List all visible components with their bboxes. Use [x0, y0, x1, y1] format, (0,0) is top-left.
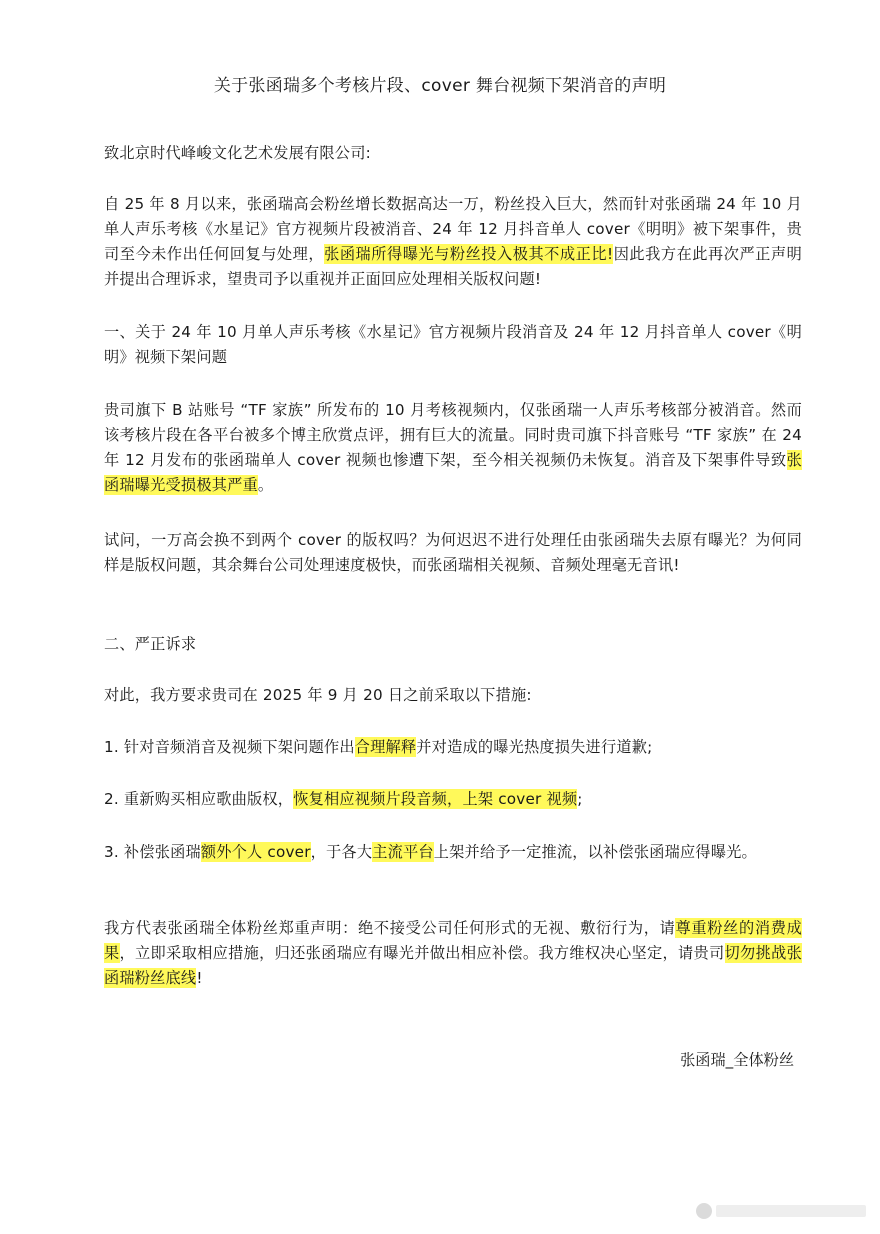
demand1-text-b: 并对造成的曝光热度损失进行道歉; — [416, 738, 653, 756]
demand3-text-c: 上架并给予一定推流，以补偿张函瑞应得曝光。 — [433, 843, 757, 861]
intro-text-b: 因此我方在此再次严正声明并提出合理诉求，望贵司予以重视并正面回应处理相关版权问题! — [104, 245, 803, 288]
demand-intro: 对此，我方要求贵司在 2025 年 9 月 20 日之前采取以下措施: — [104, 686, 532, 704]
closing-highlight-1: 尊重粉丝的消费成果 — [104, 919, 802, 962]
section1-body — [104, 398, 802, 498]
closing-text-c: ! — [196, 969, 203, 987]
demand3-highlight-2: 主流平台 — [372, 843, 434, 861]
watermark — [696, 1203, 866, 1219]
intro-highlight: 张函瑞所得曝光与粉丝投入极其不成正比! — [324, 245, 614, 263]
watermark-bar — [716, 1205, 866, 1217]
document-title: 关于张函瑞多个考核片段、cover 舞台视频下架消音的声明 — [213, 76, 667, 96]
closing-highlight-2: 切勿挑战张函瑞粉丝底线 — [104, 944, 802, 987]
demand1-highlight: 合理解释 — [354, 738, 417, 756]
demand2-text-a: 2. 重新购买相应歌曲版权， — [104, 790, 294, 808]
demand-item-1 — [104, 735, 802, 760]
section1-heading: 一、关于 24 年 10 月单人声乐考核《水星记》官方视频片段消音及 24 年 12 月抖音单人 cover《明明》视频下架问题 — [104, 323, 802, 366]
demand3-text-a: 3. 补偿张函瑞 — [104, 843, 201, 861]
demand3-text-b: ，于各大 — [310, 843, 373, 861]
question-paragraph: 试问，一万高会换不到两个 cover 的版权吗？为何迟迟不进行处理任由张函瑞失去原有曝光？为何同样是版权问题，其余舞台公司处理速度极快，而张函瑞相关视频、音频处理毫无音讯! — [104, 531, 802, 574]
demand1-text-a: 1. 针对音频消音及视频下架问题作出 — [104, 738, 355, 756]
demand-item-3 — [104, 840, 802, 865]
watermark-logo-icon — [696, 1203, 712, 1219]
intro-paragraph — [104, 192, 802, 292]
intro-text-a: 自 25 年 8 月以来，张函瑞高会粉丝增长数据高达一万，粉丝投入巨大，然而针对张函瑞 24 年 10 月单人声乐考核《水星记》官方视频片段被消音、24 年 12 月抖音单人 cover《明明》被下架事件，贵司至今未作出任何回复与处理， — [104, 195, 802, 263]
salutation: 致北京时代峰峻文化艺术发展有限公司: — [104, 144, 371, 162]
section2-heading: 二、严正诉求 — [104, 635, 197, 653]
demand2-text-b: ; — [577, 790, 583, 808]
demand-item-2 — [104, 787, 802, 812]
section1-text-a: 贵司旗下 B 站账号 “TF 家族” 所发布的 10 月考核视频内，仅张函瑞一人声乐考核部分被消音。然而该考核片段在各平台被多个博主欣赏点评，拥有巨大的流量。同时贵司旗下抖音账号 “TF 家族” 在 24 年 12 月发布的张函瑞单人 cover 视频也惨遭下架，至今相关视频仍未恢复。消音及下架事件导致 — [104, 401, 802, 469]
section1-text-b: 。 — [257, 476, 274, 494]
demand2-highlight: 恢复相应视频片段音频，上架 cover 视频 — [293, 790, 578, 808]
closing-text-b: ，立即采取相应措施，归还张函瑞应有曝光并做出相应补偿。我方维权决心坚定，请贵司 — [119, 944, 725, 962]
closing-paragraph — [104, 916, 802, 991]
section1-highlight: 张函瑞曝光受损极其严重 — [104, 451, 802, 494]
demand3-highlight-1: 额外个人 cover — [200, 843, 311, 861]
signature: 张函瑞_全体粉丝 — [680, 1051, 794, 1069]
closing-text-a: 我方代表张函瑞全体粉丝郑重声明：绝不接受公司任何形式的无视、敷衍行为，请 — [104, 919, 676, 937]
